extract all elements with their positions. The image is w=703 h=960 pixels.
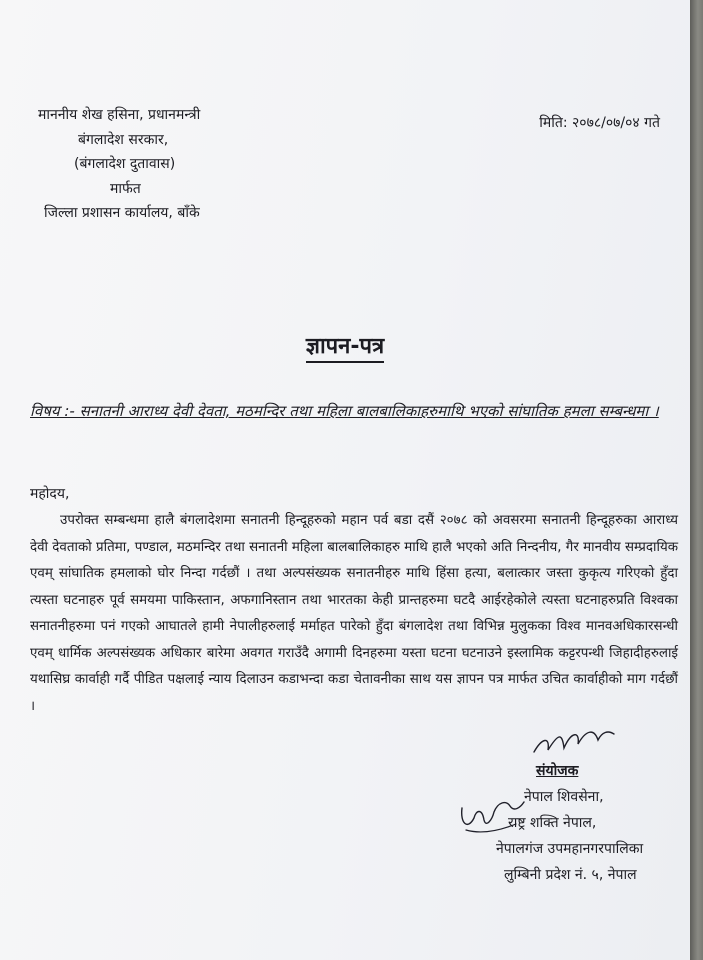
signatory-line-1: नेपाल शिवसेना, xyxy=(524,789,604,805)
recipient-line-2: बंगलादेश सरकार, xyxy=(78,131,169,148)
signatory-label: संयोजक xyxy=(536,763,579,779)
recipient-line-4: मार्फत xyxy=(110,180,141,197)
signatory-line-3: नेपालगंज उपमहानगरपालिका xyxy=(496,841,644,857)
coordinator-signature xyxy=(528,722,618,762)
letter-date: मिति: २०७८/०७/०४ गते xyxy=(539,115,660,131)
recipient-line-5: जिल्ला प्रशासन कार्यालय, बाँके xyxy=(44,205,200,221)
recipient-line-3: (बंगलादेश दुतावास) xyxy=(74,156,176,172)
background-surface xyxy=(690,0,703,960)
body-paragraph: उपरोक्त सम्बन्धमा हालै बंगलादेशमा सनातनी हिन्दूहरुको महान पर्व बडा दसैं २०७८ को अवसरमा सनातनी हिन्दूहरुका आराध्य देवी देवताको प्रतिमा, पण्डाल, मठमन्दिर तथा सनातनी महिला बालबालिकाहरु माथि हालै भएको अति निन्दनीय, गैर मानवीय सम्प्रदायिक एवम् सांघातिक हमलाको घोर निन्दा गर्दछौं । तथा अल्पसंख्यक सनातनीहरु माथि हिंसा हत्या, बलात्कार जस्ता कुकृत्य गरिएको हुँदा त्यस्ता घटनाहरु पूर्व समयमा पाकिस्तान, अफगानिस्तान तथा भारतका केही प्रान्तहरुमा घटदै आईरहेकोले त्यस्ता घटनाहरुप्रति विश्वका सनातनीहरुमा पनं गएको आघातले हामी नेपालीहरुलाई मर्माहत पारेको हुँदा बंगलादेश तथा विभिन्न मुलुकका विश्व मानवअधिकारसन्धी एवम् धार्मिक अल्पसंख्यक अधिकार बारेमा अवगत गराउँदै अगामी दिनहरुमा यस्ता घटना घटनाउने इस्लामिक कट्टरपन्थी जिहादीहरुलाई यथासिघ्र कार्वाही गर्दै पीडित पक्षलाई न्याय दिलाउन कडाभन्दा कडा चेतावनीका साथ यस ज्ञापन पत्र मार्फत उचित कार्वाहीको माग गर्दछौं । xyxy=(30,513,678,714)
document-title xyxy=(0,330,690,360)
salutation: महोदय, xyxy=(30,486,70,502)
signatory-line-2: राष्ट्र शक्ति नेपाल, xyxy=(508,815,597,831)
signatory-block xyxy=(498,758,643,888)
signatory-line-4: लुम्बिनी प्रदेश नं. ५, नेपाल xyxy=(504,867,637,883)
document-title-text: ज्ञापन-पत्र xyxy=(306,334,384,363)
recipient-address xyxy=(38,103,200,226)
subject-line: विषय :- सनातनी आराध्य देवी देवता, मठमन्दिर तथा महिला बालबालिकाहरुमाथि भएको सांघातिक हमला सम्बन्धमा । xyxy=(30,402,659,420)
recipient-line-1: माननीय शेख हसिना, प्रधानमन्त्री xyxy=(38,107,201,123)
